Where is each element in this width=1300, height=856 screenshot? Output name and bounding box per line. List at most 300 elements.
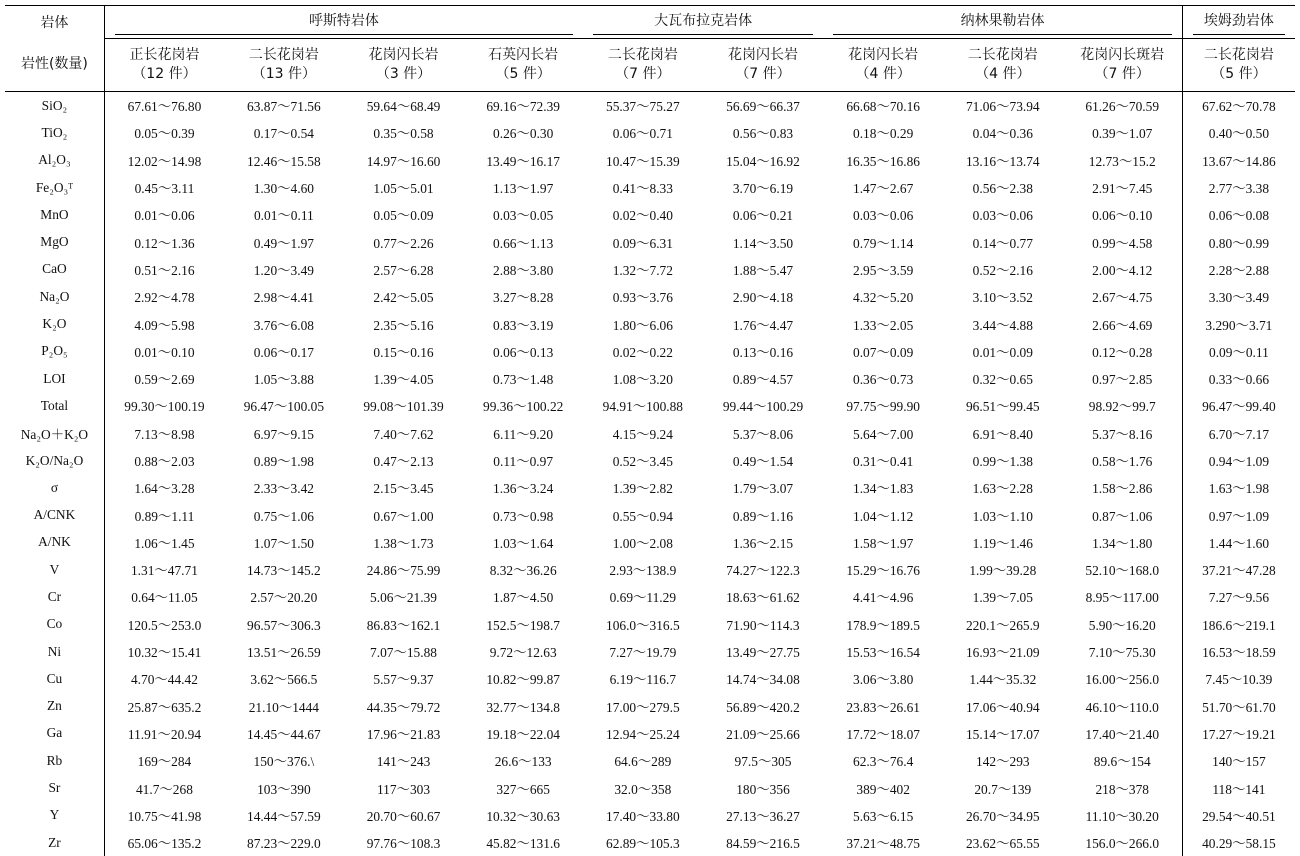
table-cell: 74.27～122.3: [703, 556, 824, 583]
table-row: [5, 228, 1295, 255]
table-cell: 13.51～26.59: [224, 638, 344, 665]
table-cell: 96.47～99.40: [1182, 392, 1295, 419]
table-row: [5, 119, 1295, 146]
table-cell: 1.32～7.72: [583, 256, 703, 283]
table-cell: 1.36～2.15: [703, 529, 824, 556]
table-cell: 0.47～2.13: [344, 447, 464, 474]
group-header-husite: 呼斯特岩体: [104, 6, 583, 39]
rock-type-count: （13 件）: [224, 65, 344, 84]
rock-type-header: [823, 39, 943, 92]
table-row: [5, 529, 1295, 556]
table-cell: 0.06～0.13: [463, 338, 583, 365]
table-row: [5, 802, 1295, 829]
table-cell: 98.92～99.7: [1063, 392, 1183, 419]
table-cell: 5.64～7.00: [823, 420, 943, 447]
rock-type-name: 花岗闪长岩: [703, 46, 824, 65]
table-cell: 15.29～16.76: [823, 556, 943, 583]
rock-type-name: 二长花岗岩: [224, 46, 344, 65]
table-cell: 1.13～1.97: [463, 174, 583, 201]
table-cell: 140～157: [1182, 747, 1295, 774]
table-row: [5, 420, 1295, 447]
group-header-aimujin: 埃姆劲岩体: [1182, 6, 1295, 39]
table-row: [5, 693, 1295, 720]
row-label: Al₂O₃: [5, 147, 104, 174]
table-cell: 0.01～0.11: [224, 201, 344, 228]
table-cell: 180～356: [703, 774, 824, 801]
row-label: Na₂O＋K₂O: [5, 420, 104, 447]
table-cell: 6.91～8.40: [943, 420, 1063, 447]
table-cell: 0.09～0.11: [1182, 338, 1295, 365]
table-cell: 1.99～39.28: [943, 556, 1063, 583]
row-label: CaO: [5, 256, 104, 283]
table-cell: 1.64～3.28: [104, 474, 224, 501]
table-cell: 0.03～0.06: [823, 201, 943, 228]
table-row: [5, 720, 1295, 747]
table-cell: 9.72～12.63: [463, 638, 583, 665]
table-cell: 0.04～0.36: [943, 119, 1063, 146]
table-cell: 327～665: [463, 774, 583, 801]
table-cell: 0.18～0.29: [823, 119, 943, 146]
table-cell: 2.92～4.78: [104, 283, 224, 310]
table-row: [5, 147, 1295, 174]
table-cell: 103～390: [224, 774, 344, 801]
table-cell: 99.08～101.39: [344, 392, 464, 419]
table-cell: 56.89～420.2: [703, 693, 824, 720]
table-cell: 1.04～1.12: [823, 501, 943, 528]
table-cell: 27.13～36.27: [703, 802, 824, 829]
table-cell: 51.70～61.70: [1182, 693, 1295, 720]
table-cell: 37.21～48.75: [823, 829, 943, 856]
table-cell: 0.36～0.73: [823, 365, 943, 392]
table-cell: 7.27～9.56: [1182, 583, 1295, 610]
table-cell: 96.47～100.05: [224, 392, 344, 419]
table-cell: 10.75～41.98: [104, 802, 224, 829]
row-label: Rb: [5, 747, 104, 774]
table-cell: 1.34～1.83: [823, 474, 943, 501]
table-cell: 0.58～1.76: [1063, 447, 1183, 474]
table-cell: 1.05～3.88: [224, 365, 344, 392]
table-cell: 26.6～133: [463, 747, 583, 774]
table-cell: 86.83～162.1: [344, 611, 464, 638]
table-cell: 0.33～0.66: [1182, 365, 1295, 392]
rock-type-count: （4 件）: [943, 65, 1063, 84]
table-cell: 69.16～72.39: [463, 92, 583, 120]
table-cell: 45.82～131.6: [463, 829, 583, 856]
table-cell: 169～284: [104, 747, 224, 774]
table-cell: 41.7～268: [104, 774, 224, 801]
table-row: [5, 665, 1295, 692]
table-row: [5, 92, 1295, 120]
table-cell: 2.35～5.16: [344, 310, 464, 337]
row-label: Ga: [5, 720, 104, 747]
table-cell: 2.95～3.59: [823, 256, 943, 283]
table-cell: 67.62～70.78: [1182, 92, 1295, 120]
corner-header-lithology: 岩性(数量): [5, 39, 104, 92]
table-cell: 186.6～219.1: [1182, 611, 1295, 638]
table-cell: 7.10～75.30: [1063, 638, 1183, 665]
table-cell: 5.57～9.37: [344, 665, 464, 692]
rock-type-name: 花岗闪长岩: [344, 46, 464, 65]
row-label: Fe₂O₃ᵀ: [5, 174, 104, 201]
rock-type-count: （12 件）: [105, 65, 224, 84]
table-cell: 2.42～5.05: [344, 283, 464, 310]
table-cell: 0.06～0.10: [1063, 201, 1183, 228]
table-cell: 2.33～3.42: [224, 474, 344, 501]
table-cell: 14.44～57.59: [224, 802, 344, 829]
table-cell: 5.90～16.20: [1063, 611, 1183, 638]
table-cell: 52.10～168.0: [1063, 556, 1183, 583]
table-cell: 0.51～2.16: [104, 256, 224, 283]
table-cell: 2.88～3.80: [463, 256, 583, 283]
table-cell: 1.39～2.82: [583, 474, 703, 501]
row-label: A/CNK: [5, 501, 104, 528]
table-row: [5, 747, 1295, 774]
rock-type-header: [104, 39, 224, 92]
table-cell: 14.73～145.2: [224, 556, 344, 583]
table-cell: 11.10～30.20: [1063, 802, 1183, 829]
table-cell: 1.44～1.60: [1182, 529, 1295, 556]
table-cell: 0.73～1.48: [463, 365, 583, 392]
table-cell: 5.63～6.15: [823, 802, 943, 829]
table-cell: 0.13～0.16: [703, 338, 824, 365]
rock-type-header: [344, 39, 464, 92]
table-cell: 0.05～0.39: [104, 119, 224, 146]
rock-type-name: 花岗闪长岩: [823, 46, 943, 65]
table-cell: 0.94～1.09: [1182, 447, 1295, 474]
row-label: Y: [5, 802, 104, 829]
table-cell: 0.52～3.45: [583, 447, 703, 474]
table-cell: 14.74～34.08: [703, 665, 824, 692]
table-cell: 0.66～1.13: [463, 228, 583, 255]
corner-header-rock-body: 岩体: [5, 6, 104, 39]
table-cell: 0.56～2.38: [943, 174, 1063, 201]
table-cell: 0.89～1.16: [703, 501, 824, 528]
table-cell: 0.73～0.98: [463, 501, 583, 528]
table-cell: 84.59～216.5: [703, 829, 824, 856]
table-cell: 2.91～7.45: [1063, 174, 1183, 201]
table-cell: 1.34～1.80: [1063, 529, 1183, 556]
table-cell: 10.47～15.39: [583, 147, 703, 174]
table-cell: 32.77～134.8: [463, 693, 583, 720]
table-cell: 99.30～100.19: [104, 392, 224, 419]
table-cell: 117～303: [344, 774, 464, 801]
table-cell: 1.31～47.71: [104, 556, 224, 583]
table-cell: 2.67～4.75: [1063, 283, 1183, 310]
rock-type-count: （3 件）: [344, 65, 464, 84]
table-cell: 0.03～0.05: [463, 201, 583, 228]
table-cell: 0.12～0.28: [1063, 338, 1183, 365]
table-cell: 1.44～35.32: [943, 665, 1063, 692]
table-cell: 97.75～99.90: [823, 392, 943, 419]
table-cell: 0.26～0.30: [463, 119, 583, 146]
table-cell: 0.09～6.31: [583, 228, 703, 255]
table-cell: 7.40～7.62: [344, 420, 464, 447]
table-cell: 1.87～4.50: [463, 583, 583, 610]
table-cell: 0.89～4.57: [703, 365, 824, 392]
table-cell: 10.32～30.63: [463, 802, 583, 829]
table-cell: 1.06～1.45: [104, 529, 224, 556]
table-cell: 65.06～135.2: [104, 829, 224, 856]
table-cell: 20.7～139: [943, 774, 1063, 801]
table-cell: 3.27～8.28: [463, 283, 583, 310]
table-cell: 0.75～1.06: [224, 501, 344, 528]
table-cell: 1.08～3.20: [583, 365, 703, 392]
table-cell: 15.14～17.07: [943, 720, 1063, 747]
table-cell: 61.26～70.59: [1063, 92, 1183, 120]
table-row: [5, 583, 1295, 610]
table-cell: 13.16～13.74: [943, 147, 1063, 174]
table-cell: 1.88～5.47: [703, 256, 824, 283]
header-rock-row: [5, 39, 1295, 92]
row-label: K₂O: [5, 310, 104, 337]
row-label: V: [5, 556, 104, 583]
table-cell: 2.77～3.38: [1182, 174, 1295, 201]
table-cell: 0.06～0.08: [1182, 201, 1295, 228]
table-cell: 13.49～27.75: [703, 638, 824, 665]
table-cell: 0.99～1.38: [943, 447, 1063, 474]
table-cell: 23.62～65.55: [943, 829, 1063, 856]
table-cell: 18.63～61.62: [703, 583, 824, 610]
table-cell: 0.01～0.10: [104, 338, 224, 365]
table-cell: 150～376.\: [224, 747, 344, 774]
table-cell: 7.13～8.98: [104, 420, 224, 447]
table-cell: 29.54～40.51: [1182, 802, 1295, 829]
table-cell: 94.91～100.88: [583, 392, 703, 419]
table-cell: 10.82～99.87: [463, 665, 583, 692]
rock-type-name: 二长花岗岩: [943, 46, 1063, 65]
table-cell: 0.52～2.16: [943, 256, 1063, 283]
table-cell: 4.15～9.24: [583, 420, 703, 447]
table-cell: 0.97～2.85: [1063, 365, 1183, 392]
table-cell: 67.61～76.80: [104, 92, 224, 120]
table-cell: 17.96～21.83: [344, 720, 464, 747]
rock-type-header: [943, 39, 1063, 92]
table-cell: 0.06～0.21: [703, 201, 824, 228]
table-cell: 16.93～21.09: [943, 638, 1063, 665]
table-cell: 0.17～0.54: [224, 119, 344, 146]
table-cell: 0.56～0.83: [703, 119, 824, 146]
table-row: [5, 774, 1295, 801]
table-row: [5, 501, 1295, 528]
table-cell: 0.55～0.94: [583, 501, 703, 528]
table-cell: 0.67～1.00: [344, 501, 464, 528]
table-cell: 4.09～5.98: [104, 310, 224, 337]
table-cell: 16.00～256.0: [1063, 665, 1183, 692]
rock-type-header: [463, 39, 583, 92]
table-cell: 17.40～33.80: [583, 802, 703, 829]
table-cell: 0.01～0.06: [104, 201, 224, 228]
table-cell: 0.32～0.65: [943, 365, 1063, 392]
table-cell: 10.32～15.41: [104, 638, 224, 665]
table-cell: 152.5～198.7: [463, 611, 583, 638]
table-cell: 5.06～21.39: [344, 583, 464, 610]
table-cell: 1.03～1.10: [943, 501, 1063, 528]
table-cell: 0.80～0.99: [1182, 228, 1295, 255]
table-cell: 3.62～566.5: [224, 665, 344, 692]
table-cell: 40.29～58.15: [1182, 829, 1295, 856]
table-cell: 99.36～100.22: [463, 392, 583, 419]
table-cell: 1.39～4.05: [344, 365, 464, 392]
header-group-row: [5, 6, 1295, 39]
table-cell: 21.10～1444: [224, 693, 344, 720]
table-cell: 16.35～16.86: [823, 147, 943, 174]
rock-type-name: 二长花岗岩: [583, 46, 703, 65]
rock-type-header: [1182, 39, 1295, 92]
table-row: [5, 392, 1295, 419]
table-cell: 120.5～253.0: [104, 611, 224, 638]
table-cell: 1.33～2.05: [823, 310, 943, 337]
table-cell: 0.03～0.06: [943, 201, 1063, 228]
table-cell: 0.40～0.50: [1182, 119, 1295, 146]
table-cell: 1.30～4.60: [224, 174, 344, 201]
table-cell: 12.94～25.24: [583, 720, 703, 747]
table-cell: 1.58～1.97: [823, 529, 943, 556]
group-header-nalinguole: 纳林果勒岩体: [823, 6, 1182, 39]
table-cell: 3.44～4.88: [943, 310, 1063, 337]
table-cell: 0.06～0.17: [224, 338, 344, 365]
table-cell: 44.35～79.72: [344, 693, 464, 720]
table-cell: 1.39～7.05: [943, 583, 1063, 610]
table-cell: 12.73～15.2: [1063, 147, 1183, 174]
table-cell: 0.45～3.11: [104, 174, 224, 201]
table-cell: 16.53～18.59: [1182, 638, 1295, 665]
table-cell: 97.5～305: [703, 747, 824, 774]
table-cell: 156.0～266.0: [1063, 829, 1183, 856]
table-cell: 0.49～1.54: [703, 447, 824, 474]
table-cell: 141～243: [344, 747, 464, 774]
table-cell: 6.70～7.17: [1182, 420, 1295, 447]
table-cell: 8.32～36.26: [463, 556, 583, 583]
table-cell: 0.83～3.19: [463, 310, 583, 337]
table-cell: 0.07～0.09: [823, 338, 943, 365]
table-cell: 5.37～8.16: [1063, 420, 1183, 447]
table-cell: 13.67～14.86: [1182, 147, 1295, 174]
row-label: Zn: [5, 693, 104, 720]
table-cell: 71.90～114.3: [703, 611, 824, 638]
row-label: Ni: [5, 638, 104, 665]
table-cell: 6.19～116.7: [583, 665, 703, 692]
table-cell: 1.19～1.46: [943, 529, 1063, 556]
table-cell: 25.87～635.2: [104, 693, 224, 720]
table-cell: 3.30～3.49: [1182, 283, 1295, 310]
row-label: K₂O/Na₂O: [5, 447, 104, 474]
table-cell: 0.14～0.77: [943, 228, 1063, 255]
table-cell: 0.87～1.06: [1063, 501, 1183, 528]
table-cell: 46.10～110.0: [1063, 693, 1183, 720]
table-cell: 0.39～1.07: [1063, 119, 1183, 146]
table-cell: 1.05～5.01: [344, 174, 464, 201]
table-cell: 1.47～2.67: [823, 174, 943, 201]
table-cell: 15.04～16.92: [703, 147, 824, 174]
table-cell: 7.45～10.39: [1182, 665, 1295, 692]
row-label: LOI: [5, 365, 104, 392]
table-cell: 12.02～14.98: [104, 147, 224, 174]
table-cell: 2.57～6.28: [344, 256, 464, 283]
rock-type-header: [1063, 39, 1183, 92]
table-row: [5, 201, 1295, 228]
table-cell: 1.79～3.07: [703, 474, 824, 501]
table-cell: 0.88～2.03: [104, 447, 224, 474]
row-label: Cr: [5, 583, 104, 610]
table-cell: 14.97～16.60: [344, 147, 464, 174]
table-cell: 4.70～44.42: [104, 665, 224, 692]
table-cell: 37.21～47.28: [1182, 556, 1295, 583]
table-cell: 2.57～20.20: [224, 583, 344, 610]
table-cell: 4.32～5.20: [823, 283, 943, 310]
table-cell: 4.41～4.96: [823, 583, 943, 610]
table-cell: 14.45～44.67: [224, 720, 344, 747]
table-cell: 63.87～71.56: [224, 92, 344, 120]
row-label: TiO₂: [5, 119, 104, 146]
table-cell: 6.11～9.20: [463, 420, 583, 447]
table-cell: 32.0～358: [583, 774, 703, 801]
table-row: [5, 474, 1295, 501]
table-cell: 15.53～16.54: [823, 638, 943, 665]
table-cell: 0.89～1.11: [104, 501, 224, 528]
table-cell: 0.12～1.36: [104, 228, 224, 255]
table-cell: 2.28～2.88: [1182, 256, 1295, 283]
table-cell: 1.58～2.86: [1063, 474, 1183, 501]
rock-type-header: [224, 39, 344, 92]
table-cell: 220.1～265.9: [943, 611, 1063, 638]
row-label: Zr: [5, 829, 104, 856]
table-cell: 64.6～289: [583, 747, 703, 774]
rock-type-count: （4 件）: [823, 65, 943, 84]
table-cell: 0.06～0.71: [583, 119, 703, 146]
table-cell: 0.41～8.33: [583, 174, 703, 201]
table-row: [5, 256, 1295, 283]
table-cell: 3.70～6.19: [703, 174, 824, 201]
table-cell: 1.36～3.24: [463, 474, 583, 501]
table-cell: 389～402: [823, 774, 943, 801]
rock-type-header: [703, 39, 824, 92]
table-cell: 3.10～3.52: [943, 283, 1063, 310]
row-label: Sr: [5, 774, 104, 801]
table-cell: 1.03～1.64: [463, 529, 583, 556]
rock-type-name: 石英闪长岩: [463, 46, 583, 65]
rock-type-count: （7 件）: [1063, 65, 1182, 84]
table-cell: 17.40～21.40: [1063, 720, 1183, 747]
table-cell: 0.97～1.09: [1182, 501, 1295, 528]
table-cell: 3.290～3.71: [1182, 310, 1295, 337]
table-cell: 17.27～19.21: [1182, 720, 1295, 747]
table-cell: 21.09～25.66: [703, 720, 824, 747]
table-cell: 7.27～19.79: [583, 638, 703, 665]
table-row: [5, 365, 1295, 392]
table-cell: 1.07～1.50: [224, 529, 344, 556]
table-cell: 0.64～11.05: [104, 583, 224, 610]
table-cell: 0.11～0.97: [463, 447, 583, 474]
table-cell: 2.00～4.12: [1063, 256, 1183, 283]
table-cell: 96.57～306.3: [224, 611, 344, 638]
table-cell: 62.89～105.3: [583, 829, 703, 856]
table-cell: 0.99～4.58: [1063, 228, 1183, 255]
table-cell: 71.06～73.94: [943, 92, 1063, 120]
table-cell: 0.15～0.16: [344, 338, 464, 365]
table-row: [5, 174, 1295, 201]
table-cell: 2.66～4.69: [1063, 310, 1183, 337]
table-cell: 1.63～2.28: [943, 474, 1063, 501]
table-cell: 96.51～99.45: [943, 392, 1063, 419]
table-cell: 1.76～4.47: [703, 310, 824, 337]
table-cell: 0.59～2.69: [104, 365, 224, 392]
table-cell: 0.01～0.09: [943, 338, 1063, 365]
table-cell: 2.98～4.41: [224, 283, 344, 310]
table-cell: 0.35～0.58: [344, 119, 464, 146]
table-cell: 1.63～1.98: [1182, 474, 1295, 501]
table-cell: 17.00～279.5: [583, 693, 703, 720]
table-cell: 87.23～229.0: [224, 829, 344, 856]
